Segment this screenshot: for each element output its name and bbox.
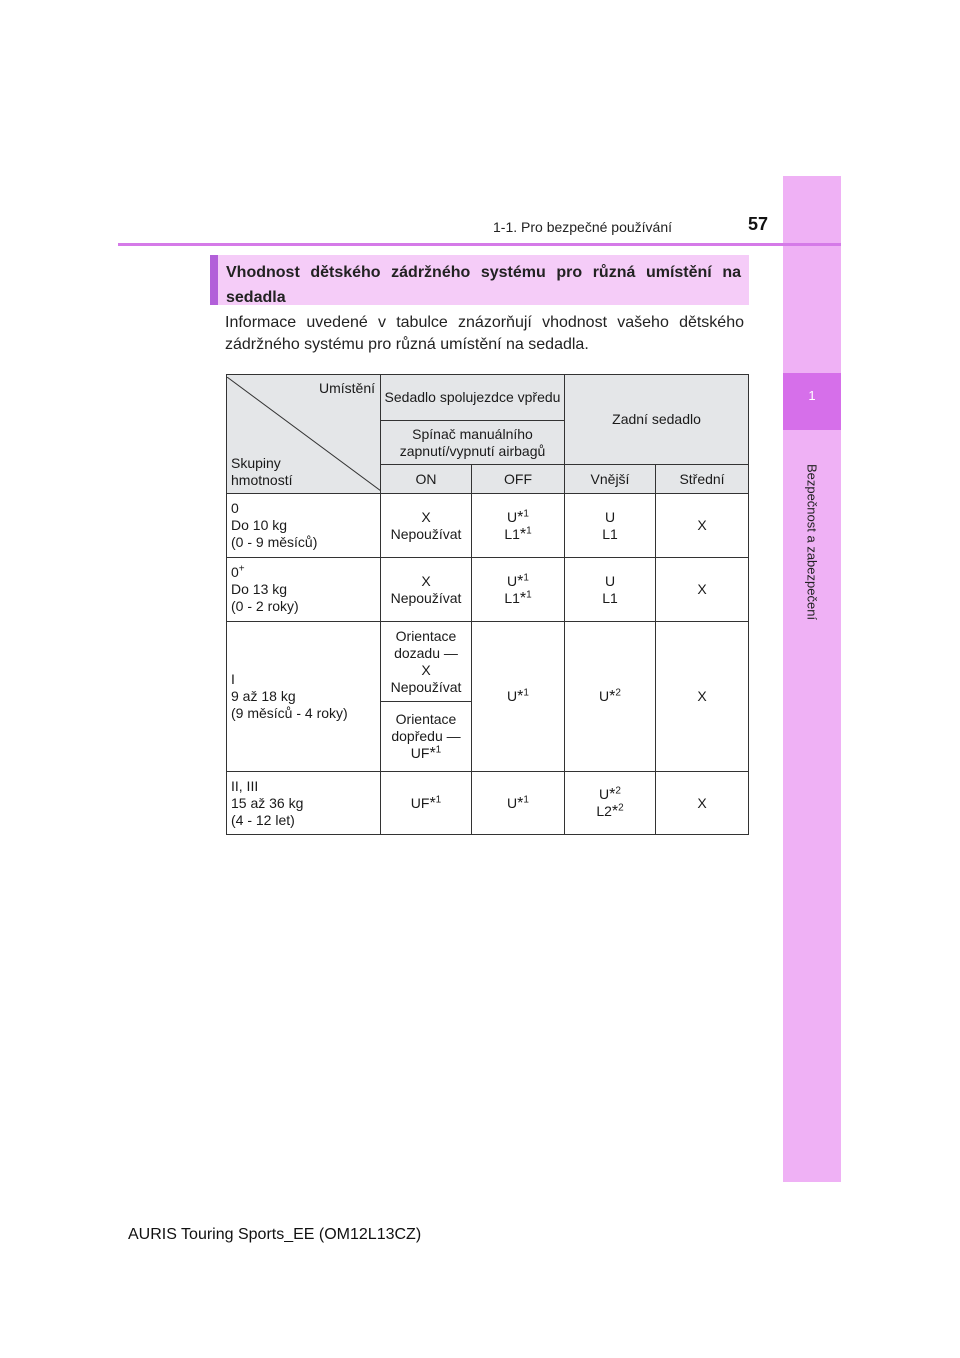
table-row [227,558,749,622]
footnote-ref-1: 1 [435,744,442,756]
corner-label-location: Umístění [318,380,375,396]
group-1-label: I [231,671,235,687]
group-0plus-label: 0 [231,564,239,580]
header-front-seat: Sedadlo spolujezdce vpředu [381,375,565,421]
g0-off-cell [472,494,565,558]
corner-label-weight-group [231,455,292,489]
footnote-asterisk: * [519,525,527,543]
g1-rear-note: Nepoužívat [390,678,462,695]
g1-fwd-value: UF [410,745,430,761]
g0p-outer-value-1: U [604,572,616,589]
g1-off-value: U [507,688,518,704]
table-row [227,494,749,558]
group-1-age: (9 měsíců - 4 roky) [231,705,348,721]
g1-forward-facing-cell [381,702,472,772]
group-2-3-age: (4 - 12 let) [231,811,295,828]
footnote-ref-2: 2 [615,785,621,797]
group-2-3-cell [227,772,381,835]
footnote-ref-1: 1 [526,524,532,536]
footnote-ref-1: 1 [526,588,532,600]
g0-off-value-2: L1 [504,525,520,542]
header-off: OFF [472,465,565,494]
g0p-off-cell [472,558,565,622]
header-airbag-switch [381,421,565,465]
chapter-number: 1 [808,388,816,403]
header-rear-seat: Zadní sedadlo [565,375,749,465]
section-heading: 1-1. Pro bezpečné používání [493,219,673,235]
group-0-weight: Do 10 kg [231,517,288,533]
group-2-3-label: II, III [231,777,259,794]
g0p-outer-cell [565,558,656,622]
footnote-asterisk: * [429,745,436,762]
footnote-asterisk: * [611,803,619,820]
g1-rear-value: X [421,661,431,678]
footnote-asterisk: * [517,794,524,812]
footnote-asterisk: * [609,688,616,705]
g0p-off-value-2: L1 [504,589,520,606]
footnote-asterisk: * [609,786,616,803]
table-corner-cell [227,375,381,494]
group-0plus-age: (0 - 2 roky) [231,598,299,614]
corner-label-line-2: hmotností [231,472,293,488]
group-0plus-cell [227,558,381,622]
chapter-title: Bezpečnost a zabezpečení [804,463,820,621]
g0p-off-value-1: U [507,572,518,589]
group-2-3-weight: 15 až 36 kg [231,794,304,811]
footnote-ref-1: 1 [523,571,529,583]
g1-fwd-line-2: dopředu — [391,728,461,744]
g0-on-value: X [421,508,431,525]
footnote-asterisk: * [517,508,524,526]
header-on: ON [381,465,472,494]
header-rule [118,243,841,246]
table-row [227,772,749,835]
g0-center-cell: X [656,494,749,558]
chapter-side-tab [783,176,841,1182]
footnote-asterisk: * [517,688,524,705]
corner-label-line-1: Skupiny [231,455,281,471]
switch-line-1: Spínač manuálního [412,425,533,442]
g23-outer-value-2: L2 [596,803,612,819]
group-0-label: 0 [231,500,239,516]
section-title-box [210,255,749,305]
footnote-ref-1: 1 [523,507,529,519]
footnote-asterisk: * [429,794,436,812]
g1-outer-cell [565,622,656,772]
g0-on-note: Nepoužívat [390,525,462,542]
g1-off-cell [472,622,565,772]
group-0-cell [227,494,381,558]
g23-on-cell [381,772,472,835]
footnote-ref-1: 1 [523,793,529,805]
group-0plus-weight: Do 13 kg [231,581,288,597]
footnote-ref-2: 2 [615,687,621,699]
g0p-on-note: Nepoužívat [390,589,462,606]
footer-model-code: AURIS Touring Sports_EE (OM12L13CZ) [128,1226,422,1243]
table-row [227,622,749,702]
group-1-cell [227,622,381,772]
g1-center-cell: X [656,622,749,772]
g1-rear-line-2: dozadu — [394,644,458,661]
footnote-ref-1: 1 [435,793,442,805]
switch-line-2: zapnutí/vypnutí airbagů [399,442,546,459]
footnote-ref-1: 1 [523,687,529,699]
g23-off-value: U [507,794,518,811]
g1-fwd-line-1: Orientace [395,711,457,727]
footnote-ref-2: 2 [618,802,624,814]
header-outer: Vnější [565,465,656,494]
footnote-asterisk: * [519,589,527,607]
g23-center-cell: X [656,772,749,835]
child-seat-suitability-table [226,374,749,835]
group-0plus-sup: + [238,563,245,575]
header-center: Střední [656,465,749,494]
g1-rear-facing-cell [381,622,472,702]
group-1-weight: 9 až 18 kg [231,688,296,704]
g0-on-cell [381,494,472,558]
g1-rear-line-1: Orientace [395,627,457,644]
g23-outer-value-1: U [599,786,610,802]
footnote-asterisk: * [517,572,524,590]
page-number: 57 [748,214,769,234]
g0-outer-value-2: L1 [602,525,618,542]
g0p-on-value: X [421,572,431,589]
g23-on-value: UF [410,794,430,811]
g1-outer-value: U [599,688,610,704]
g23-off-cell [472,772,565,835]
g0-outer-cell [565,494,656,558]
g0p-outer-value-2: L1 [602,589,618,606]
g0p-center-cell: X [656,558,749,622]
g0p-on-cell [381,558,472,622]
intro-paragraph: Informace uvedené v tabulce znázorňují vhodnost vašeho dětského zádržného systému pro různá umístění na sedadla. [225,314,744,353]
g23-outer-cell [565,772,656,835]
group-0-age: (0 - 9 měsíců) [231,534,318,550]
section-title: Vhodnost dětského zádržného systému pro různá umístění na sedadla [226,264,741,306]
g0-outer-value-1: U [604,508,616,525]
g0-off-value-1: U [507,508,518,525]
